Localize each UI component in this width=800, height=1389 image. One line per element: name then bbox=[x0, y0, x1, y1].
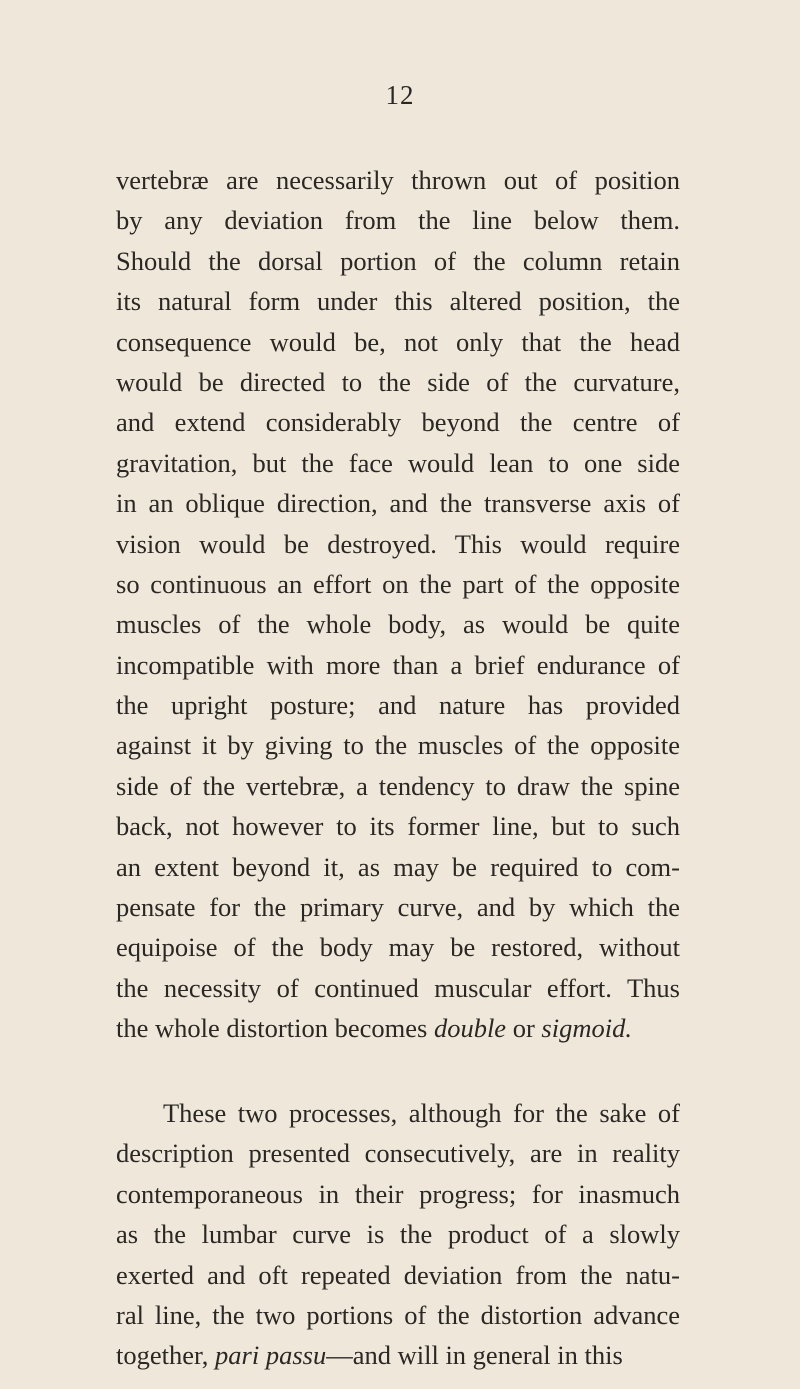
text-line: its natural form under this altered position, the bbox=[116, 286, 680, 317]
text-line: Should the dorsal portion of the column retain bbox=[116, 245, 680, 276]
italic-term: pari passu bbox=[215, 1340, 327, 1371]
text-line: equipoise of the body may be restored, without bbox=[116, 932, 680, 963]
text-fragment: together, bbox=[116, 1340, 216, 1371]
text-line: in an oblique direction, and the transverse axis of bbox=[116, 488, 680, 519]
paragraph-2 bbox=[116, 1093, 680, 1376]
text-line: description presented consecutively, are in reality bbox=[116, 1138, 680, 1169]
italic-term: sigmoid. bbox=[541, 1013, 632, 1044]
text-line: an extent beyond it, as may be required to com- bbox=[116, 851, 680, 882]
text-line: and extend considerably beyond the centre of bbox=[116, 407, 680, 438]
text-line: so continuous an effort on the part of the opposite bbox=[116, 568, 680, 599]
text-line: by any deviation from the line below them. bbox=[116, 205, 680, 236]
page-number: 12 bbox=[385, 80, 415, 110]
text-line: contemporaneous in their progress; for inasmuch bbox=[116, 1178, 680, 1209]
text-line: incompatible with more than a brief endurance of bbox=[116, 649, 680, 680]
text-line: ral line, the two portions of the distortion advance bbox=[116, 1299, 680, 1330]
text-line: vertebræ are necessarily thrown out of position bbox=[116, 165, 680, 195]
text-fragment: the whole distortion becomes bbox=[116, 1013, 434, 1044]
text-line-last bbox=[116, 1335, 680, 1375]
text-line: back, not however to its former line, but to such bbox=[116, 811, 680, 842]
text-line-last bbox=[116, 1008, 680, 1048]
text-line: consequence would be, not only that the head bbox=[116, 326, 680, 357]
text-line: muscles of the whole body, as would be quite bbox=[116, 609, 680, 640]
text-line: side of the vertebræ, a tendency to draw the spine bbox=[116, 770, 680, 801]
text-line: would be directed to the side of the curvature, bbox=[116, 366, 680, 397]
text-line: as the lumbar curve is the product of a slowly bbox=[116, 1219, 680, 1250]
text-line: the necessity of continued muscular effort. Thus bbox=[116, 972, 680, 1003]
text-line: These two processes, although for the sake of bbox=[163, 1098, 680, 1128]
text-line: the upright posture; and nature has provided bbox=[116, 690, 680, 721]
text-line: against it by giving to the muscles of the opposite bbox=[116, 730, 680, 761]
text-fragment: —and will in general in this bbox=[326, 1340, 623, 1371]
text-line: gravitation, but the face would lean to one side bbox=[116, 447, 680, 478]
text-line: vision would be destroyed. This would require bbox=[116, 528, 680, 559]
text-line: pensate for the primary curve, and by which the bbox=[116, 892, 680, 923]
text-line: exerted and oft repeated deviation from the natu- bbox=[116, 1259, 680, 1290]
paragraph-1 bbox=[116, 160, 680, 1049]
italic-term: double bbox=[433, 1013, 507, 1044]
text-fragment: or bbox=[506, 1013, 542, 1044]
